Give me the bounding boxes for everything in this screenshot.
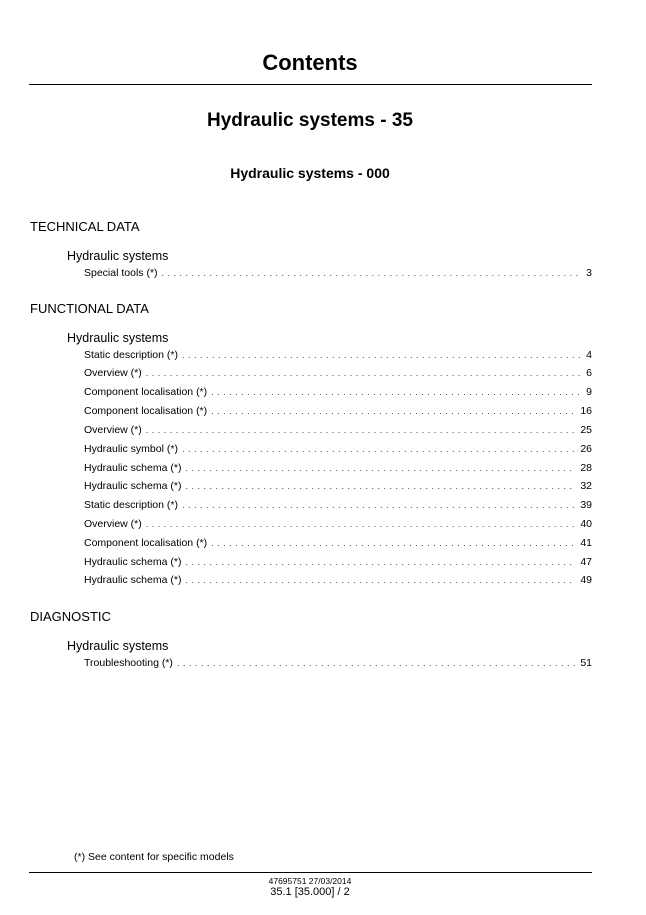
group-heading: Hydraulic systems <box>67 249 169 263</box>
dot-leader <box>211 536 576 550</box>
dot-leader <box>185 461 576 475</box>
toc-entry-label: Overview (*) <box>84 518 142 530</box>
toc-entry-page: 6 <box>586 367 592 379</box>
dot-leader <box>182 498 576 512</box>
toc-entry-label: Component localisation (*) <box>84 405 208 417</box>
dot-leader <box>146 517 577 531</box>
section-heading-technical-data: TECHNICAL DATA <box>30 219 140 234</box>
dot-leader <box>146 423 577 437</box>
dot-leader <box>182 348 582 362</box>
dot-leader <box>182 442 576 456</box>
toc-entry[interactable] <box>84 555 592 569</box>
toc-entry-label: Overview (*) <box>84 367 142 379</box>
dot-leader <box>185 479 576 493</box>
footer-document-code: 47695751 27/03/2014 <box>268 876 352 886</box>
toc-entry[interactable] <box>84 366 592 380</box>
dot-leader <box>177 656 576 670</box>
toc-entry-label: Special tools (*) <box>84 267 158 279</box>
toc-entry-label: Troubleshooting (*) <box>84 657 173 669</box>
toc-entry-page: 32 <box>580 480 592 492</box>
toc-entry-page: 4 <box>586 349 592 361</box>
main-title: Hydraulic systems - 35 <box>207 110 413 131</box>
dot-leader <box>162 266 583 280</box>
toc-entry-page: 3 <box>586 267 592 279</box>
toc-entry-page: 16 <box>580 405 592 417</box>
dot-leader <box>185 573 576 587</box>
toc-entry[interactable] <box>84 404 592 418</box>
toc-entry-label: Hydraulic schema (*) <box>84 556 182 568</box>
toc-entry[interactable] <box>84 423 592 437</box>
toc-entry-page: 39 <box>580 499 592 511</box>
toc-entry-label: Component localisation (*) <box>84 537 208 549</box>
dot-leader <box>146 366 582 380</box>
toc-entry-label: Hydraulic schema (*) <box>84 480 182 492</box>
toc-entry-page: 47 <box>580 556 592 568</box>
toc-entry[interactable] <box>84 385 592 399</box>
toc-entry-label: Static description (*) <box>84 349 178 361</box>
toc-entry[interactable] <box>84 461 592 475</box>
toc-entry-label: Hydraulic symbol (*) <box>84 443 178 455</box>
toc-entry[interactable] <box>84 536 592 550</box>
toc-entry-label: Hydraulic schema (*) <box>84 574 182 586</box>
group-heading: Hydraulic systems <box>67 331 169 345</box>
dot-leader <box>211 385 582 399</box>
toc-entry-page: 25 <box>580 424 592 436</box>
title-rule <box>29 84 592 85</box>
section-heading-diagnostic: DIAGNOSTIC <box>30 609 111 624</box>
toc-entry[interactable] <box>84 266 592 280</box>
toc-entry-label: Static description (*) <box>84 499 178 511</box>
toc-entry[interactable] <box>84 573 592 587</box>
toc-entry[interactable] <box>84 479 592 493</box>
toc-entry-page: 40 <box>580 518 592 530</box>
toc-entry[interactable] <box>84 656 592 670</box>
toc-entry-page: 9 <box>586 386 592 398</box>
sub-title: Hydraulic systems - 000 <box>230 165 390 181</box>
toc-entry[interactable] <box>84 442 592 456</box>
group-heading: Hydraulic systems <box>67 639 169 653</box>
toc-entry-page: 51 <box>580 657 592 669</box>
toc-entry-page: 26 <box>580 443 592 455</box>
footer-rule <box>29 872 592 873</box>
footer-page-number: 35.1 [35.000] / 2 <box>270 886 350 898</box>
toc-entry-page: 28 <box>580 462 592 474</box>
toc-entry[interactable] <box>84 498 592 512</box>
toc-entry-label: Overview (*) <box>84 424 142 436</box>
toc-entry-page: 41 <box>580 537 592 549</box>
toc-entry[interactable] <box>84 348 592 362</box>
page-title: Contents <box>262 50 358 75</box>
toc-entry-label: Hydraulic schema (*) <box>84 462 182 474</box>
dot-leader <box>211 404 576 418</box>
toc-entry[interactable] <box>84 517 592 531</box>
toc-entry-label: Component localisation (*) <box>84 386 208 398</box>
toc-entry-page: 49 <box>580 574 592 586</box>
footnote: (*) See content for specific models <box>74 851 234 863</box>
section-heading-functional-data: FUNCTIONAL DATA <box>30 301 149 316</box>
dot-leader <box>185 555 576 569</box>
